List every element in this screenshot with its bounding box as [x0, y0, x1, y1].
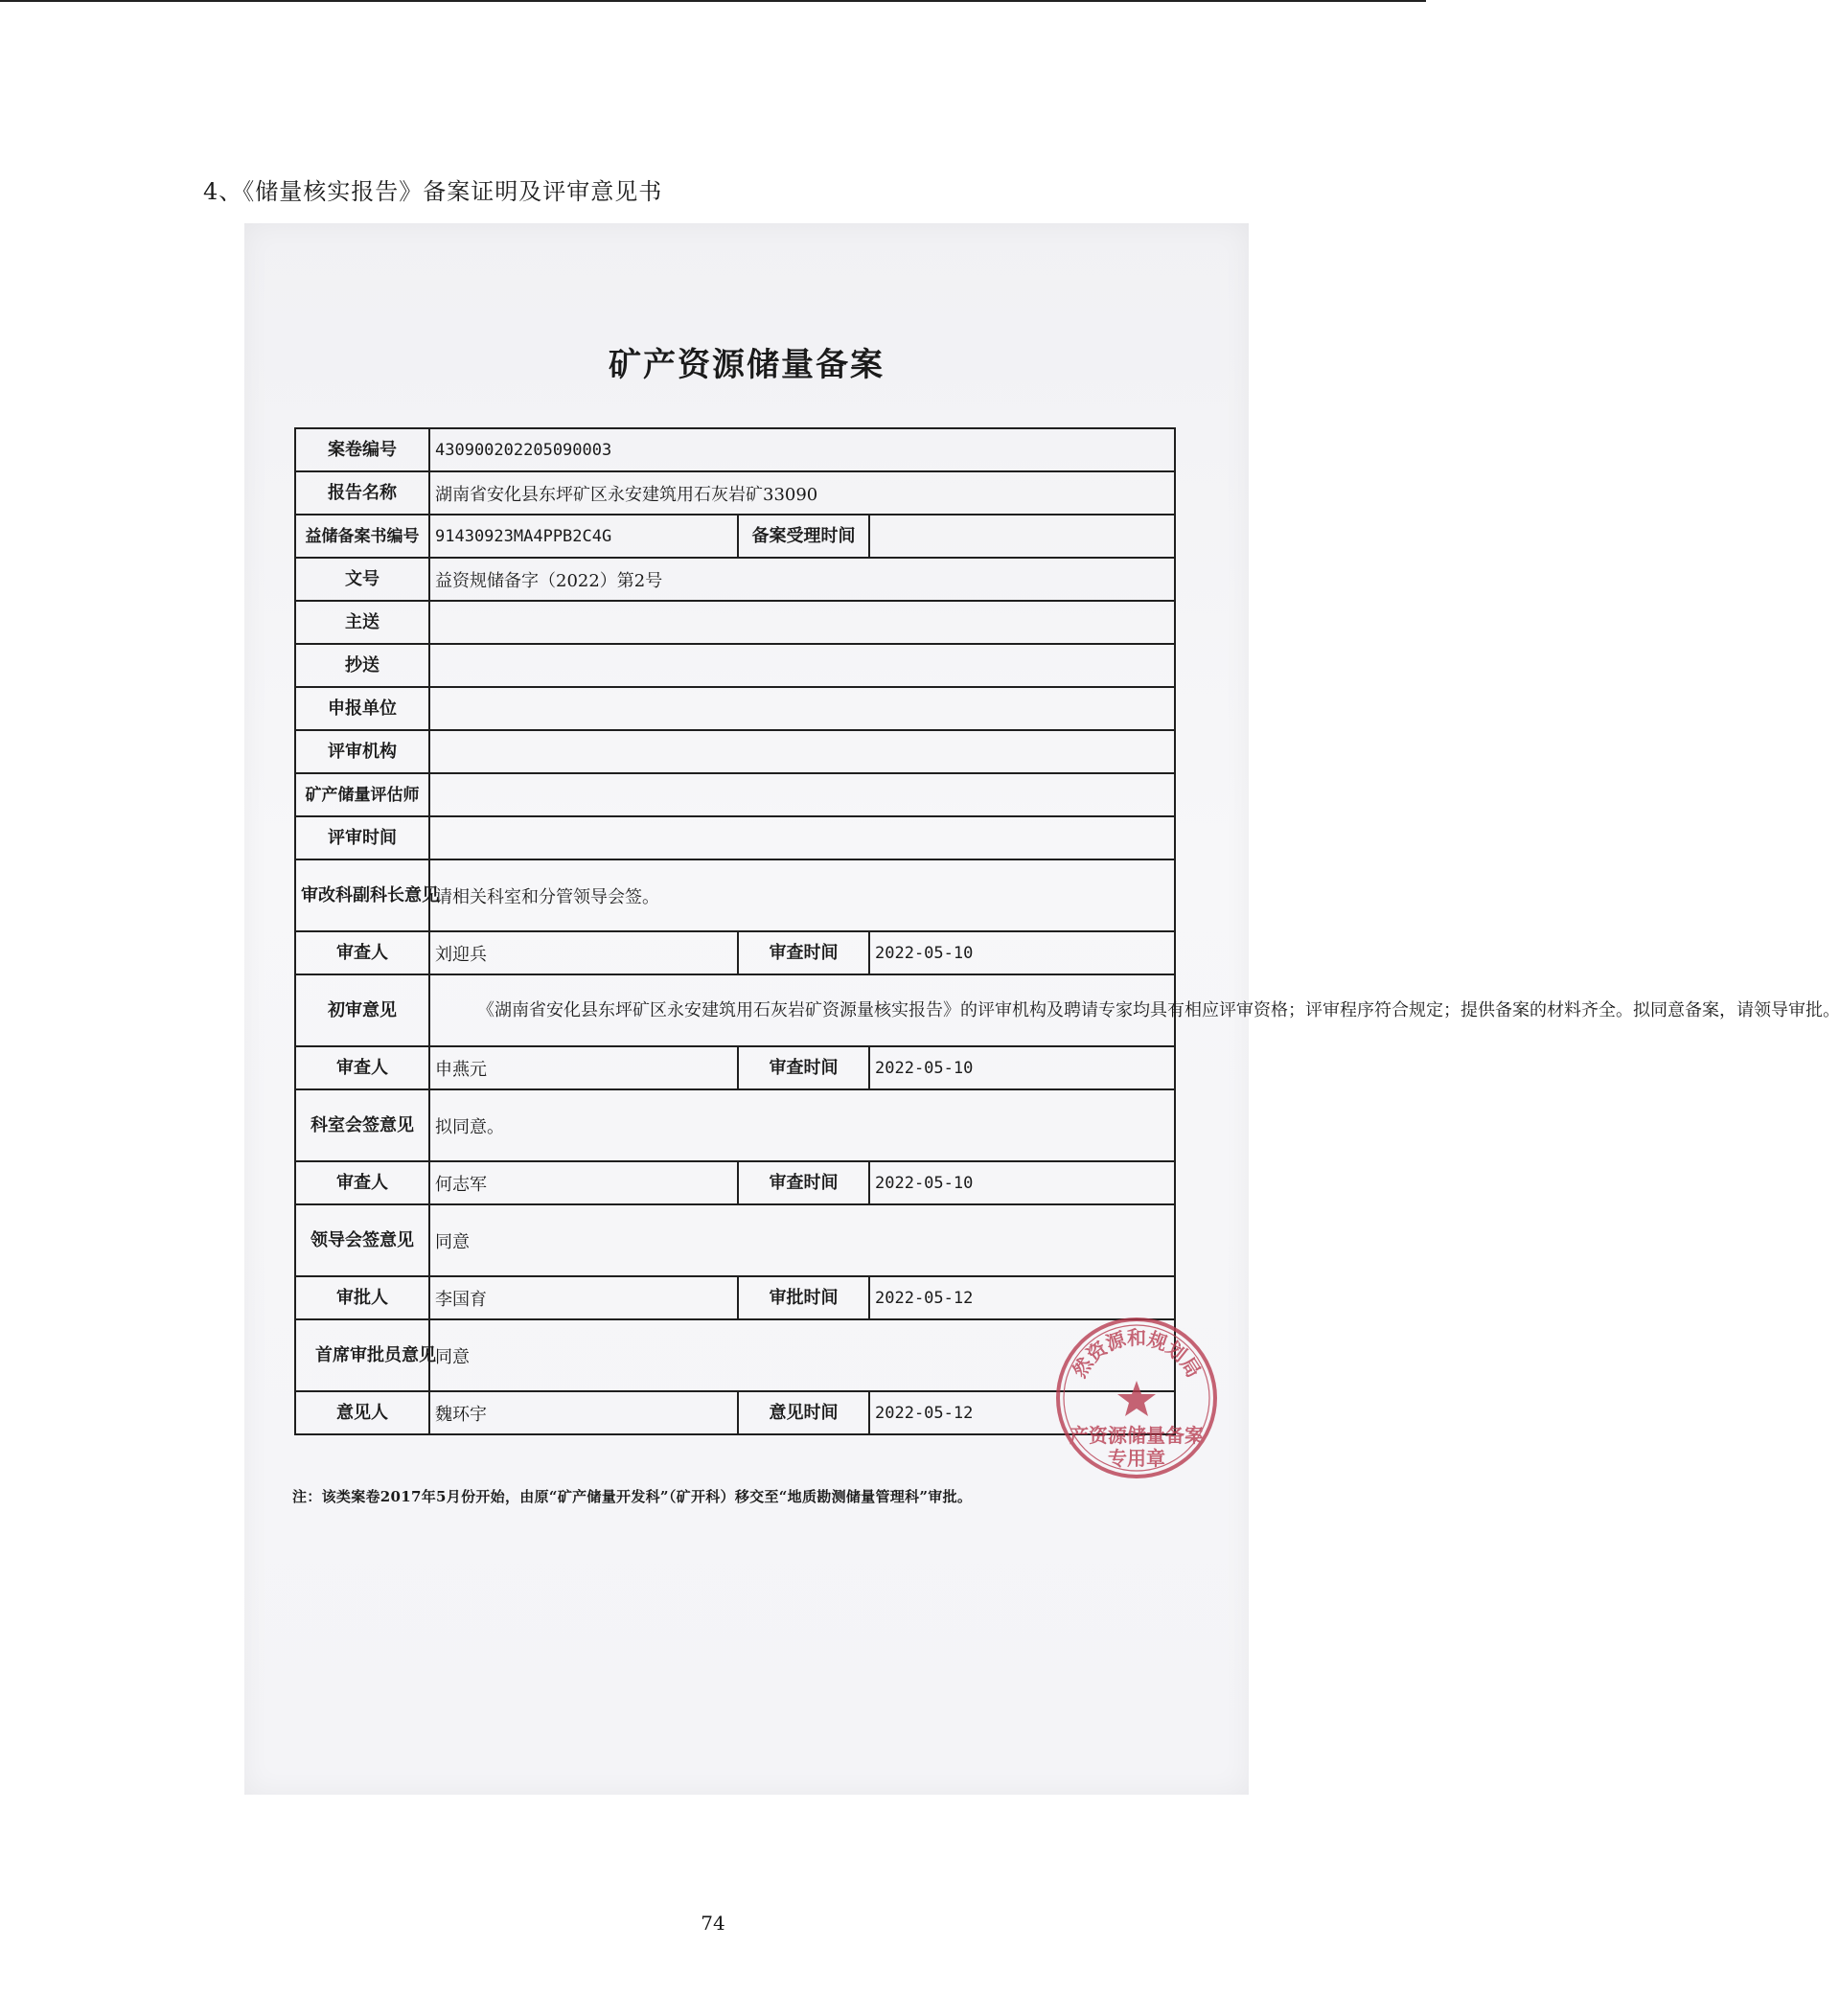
case-no-label: 案卷编号 [295, 428, 429, 471]
section-heading: 4、《储量核实报告》备案证明及评审意见书 [203, 178, 663, 205]
case-no-value: 430900202205090003 [429, 428, 1175, 471]
official-seal-icon [1054, 1316, 1219, 1480]
reviewer3-value: 何志军 [429, 1161, 738, 1204]
reviewer2-value: 申燕元 [429, 1046, 738, 1089]
initial-opinion-value: 《湖南省安化县东坪矿区永安建筑用石灰岩矿资源量核实报告》的评审机构及聘请专家均具有相应评审资格；评审程序符合规定；提供备案的材料齐全。拟同意备案，请领导审批。 [429, 974, 1175, 1046]
table-row [295, 1319, 1175, 1391]
table-row [295, 859, 1175, 931]
table-row [295, 515, 1175, 558]
opinion-person-label: 意见人 [295, 1391, 429, 1434]
table-row [295, 816, 1175, 859]
table-row [295, 730, 1175, 773]
table-row [295, 428, 1175, 471]
table-row [295, 1046, 1175, 1089]
table-row [295, 601, 1175, 644]
reviewer1-value: 刘迎兵 [429, 931, 738, 974]
opinion-person-value: 魏环宇 [429, 1391, 738, 1434]
table-row [295, 1276, 1175, 1319]
applicant-label: 申报单位 [295, 687, 429, 730]
top-rule [0, 0, 1426, 2]
reviewer1-label: 审查人 [295, 931, 429, 974]
table-row [295, 931, 1175, 974]
document-title: 矿产资源储量备案 [609, 346, 885, 384]
filing-no-label: 益储备案书编号 [295, 515, 429, 558]
approve-time-value: 2022-05-12 [869, 1276, 1175, 1319]
table-row [295, 644, 1175, 687]
reviewer3-time-value: 2022-05-10 [869, 1161, 1175, 1204]
review-time-value [429, 816, 1175, 859]
table-row [295, 773, 1175, 816]
deputy-opinion-value: 请相关科室和分管领导会签。 [429, 859, 1175, 931]
report-name-value: 湖南省安化县东坪矿区永安建筑用石灰岩矿33090 [429, 471, 1175, 515]
approver-label: 审批人 [295, 1276, 429, 1319]
dept-opinion-value: 拟同意。 [429, 1089, 1175, 1161]
assessor-label: 矿产储量评估师 [295, 773, 429, 816]
opinion-time-value: 2022-05-12 [869, 1391, 1175, 1434]
seal-arc-text: 然资源和规划局 [1068, 1326, 1206, 1382]
cc-label: 抄送 [295, 644, 429, 687]
filing-record-table [294, 427, 1840, 1435]
main-to-value [429, 601, 1175, 644]
doc-no-value: 益资规储备字（2022）第2号 [429, 558, 1175, 601]
chief-opinion-label: 首席审批员意见 [295, 1319, 429, 1391]
reviewer3-label: 审查人 [295, 1161, 429, 1204]
review-time-label: 评审时间 [295, 816, 429, 859]
reviewer1-time-value: 2022-05-10 [869, 931, 1175, 974]
table-row [295, 471, 1175, 515]
main-to-label: 主送 [295, 601, 429, 644]
leader-opinion-value: 同意 [429, 1204, 1175, 1276]
cc-value [429, 644, 1175, 687]
seal-line1: 产资源储量备案 [1070, 1424, 1204, 1447]
opinion-time-label: 意见时间 [738, 1391, 869, 1434]
table-row [295, 1089, 1175, 1161]
scanned-document [244, 223, 1840, 1795]
table-row [295, 1161, 1175, 1204]
filing-accept-time-label: 备案受理时间 [738, 515, 869, 558]
leader-opinion-label: 领导会签意见 [295, 1204, 429, 1276]
doc-no-label: 文号 [295, 558, 429, 601]
report-name-label: 报告名称 [295, 471, 429, 515]
table-row [295, 687, 1175, 730]
dept-opinion-label: 科室会签意见 [295, 1089, 429, 1161]
seal-line2: 专用章 [1108, 1447, 1165, 1470]
page-number: 74 [701, 1912, 725, 1935]
applicant-value [429, 687, 1175, 730]
reviewer2-label: 审查人 [295, 1046, 429, 1089]
deputy-opinion-label: 审改科副科长意见 [295, 859, 429, 931]
reviewer3-time-label: 审查时间 [738, 1161, 869, 1204]
filing-no-value: 91430923MA4PPB2C4G [429, 515, 738, 558]
approver-value: 李国育 [429, 1276, 738, 1319]
table-row [295, 558, 1175, 601]
table-row [295, 1204, 1175, 1276]
chief-opinion-value: 同意 [429, 1319, 1175, 1391]
footnote: 注：该类案卷2017年5月份开始，由原“矿产储量开发科”（矿开科）移交至“地质勘测储量管理科”审批。 [292, 1488, 973, 1505]
table-row [295, 1391, 1175, 1434]
reviewer2-time-label: 审查时间 [738, 1046, 869, 1089]
filing-accept-time-value [869, 515, 1175, 558]
initial-opinion-label: 初审意见 [295, 974, 429, 1046]
review-org-value [429, 730, 1175, 773]
reviewer1-time-label: 审查时间 [738, 931, 869, 974]
review-org-label: 评审机构 [295, 730, 429, 773]
reviewer2-time-value: 2022-05-10 [869, 1046, 1175, 1089]
assessor-value [429, 773, 1175, 816]
table-row [295, 974, 1175, 1046]
approve-time-label: 审批时间 [738, 1276, 869, 1319]
